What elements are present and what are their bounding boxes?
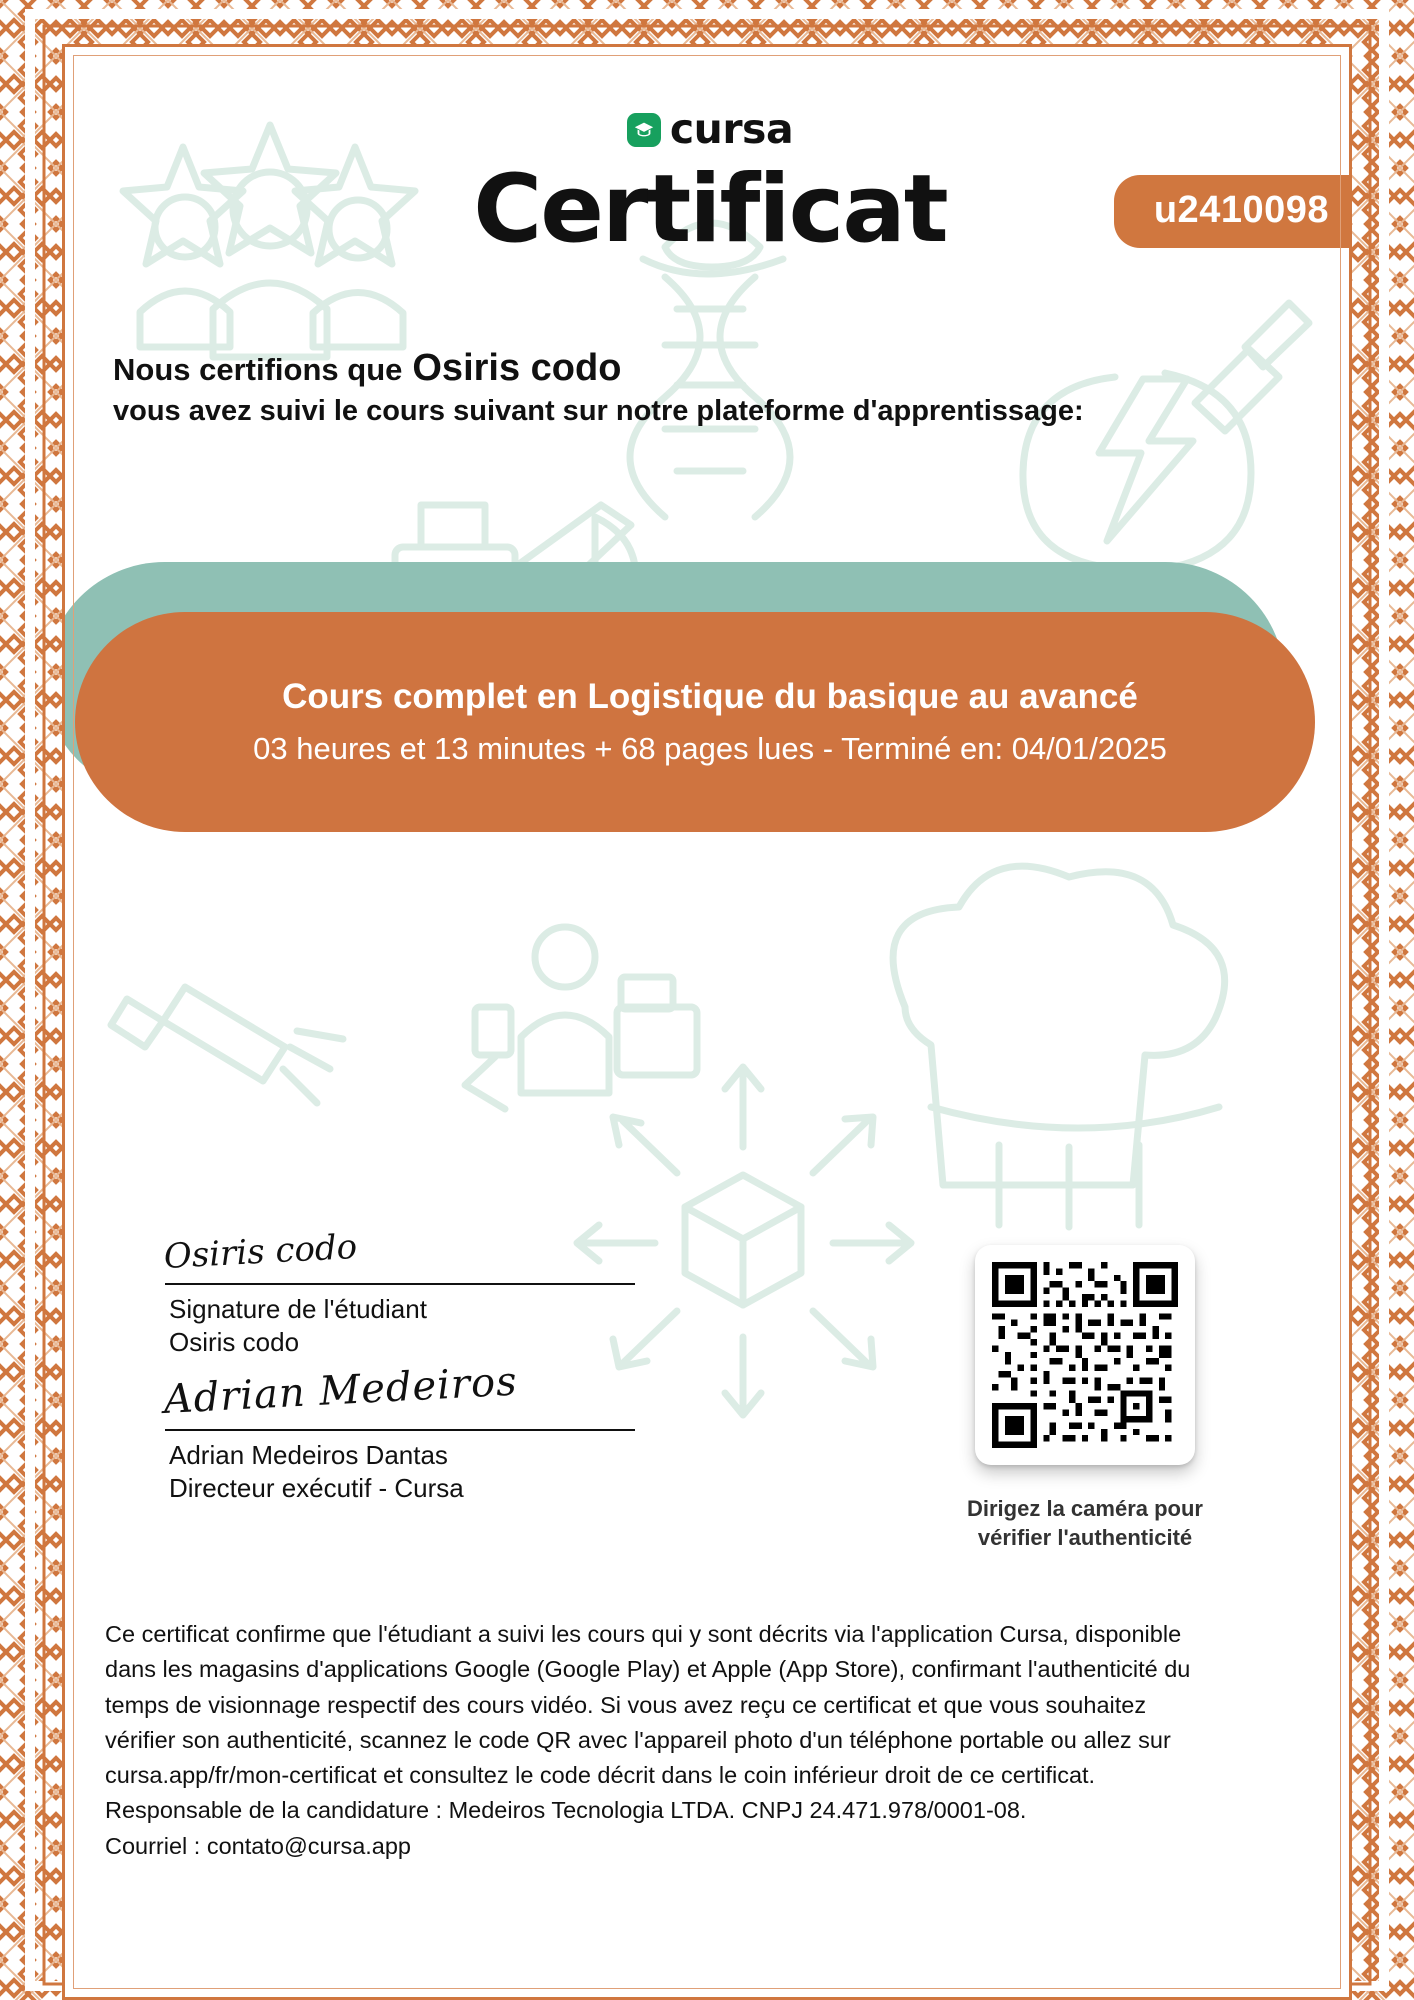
certificate-code-badge: u2410098 [1114,175,1352,248]
certificate-inner-panel [62,44,1352,2000]
student-signature-script: Osiris codo [162,1226,359,1277]
course-highlight [62,552,1352,852]
disclaimer-line: Responsable de la candidature : Medeiros Tecnologia LTDA. CNPJ 24.471.978/0001-08. [105,1797,1027,1824]
signature-block-director [162,1358,635,1506]
director-signature-script: Adrian Medeiros [162,1358,519,1423]
course-meta: 03 heures et 13 minutes + 68 pages lues - Terminé en: 04/01/2025 [253,731,1167,766]
course-name: Cours complet en Logistique du basique au avancé [282,677,1138,716]
signature-block-student [162,1226,635,1360]
director-signature-title: Directeur exécutif - Cursa [169,1473,464,1504]
certification-subtitle: vous avez suivi le cours suivant sur notre plateforme d'apprentissage: [113,395,1084,427]
student-signature-name: Osiris codo [169,1327,300,1358]
disclaimer-line: Ce certificat confirme que l'étudiant a suivi les cours qui y sont décrits via l'application Cursa, disponible [105,1621,1182,1647]
qr-caption-line1: Dirigez la caméra pour [967,1496,1203,1521]
signature-rule [165,1283,635,1285]
qr-code-caption [925,1495,1245,1552]
disclaimer-line: Courriel : contato@cursa.app [105,1832,412,1859]
signature-rule [165,1429,635,1431]
brand-logo-text: cursa [669,105,794,153]
graduation-cap-icon [627,113,661,147]
director-signature-name: Adrian Medeiros Dantas [169,1440,448,1470]
brand-logo [65,105,1352,153]
disclaimer-line: cursa.app/fr/mon-certificat et consultez le code décrit dans le coin inférieur droit de ce certificat. [105,1762,1096,1788]
student-name: Osiris codo [412,347,622,389]
disclaimer-line: temps de visionnage respectif des cours vidéo. Si vous avez reçu ce certificat et que vous souhaitez [105,1691,1147,1718]
qr-code-card[interactable] [975,1245,1195,1465]
student-signature-label: Signature de l'étudiant [169,1294,427,1324]
disclaimer-text [105,1617,1235,1864]
disclaimer-line: vérifier son authenticité, scannez le code QR avec l'appareil photo d'un téléphone portable ou allez sur [105,1726,1171,1753]
certification-statement [113,347,1213,390]
page-title: Certificat [473,155,947,264]
certification-prefix: Nous certifions que [113,352,403,387]
disclaimer-line: dans les magasins d'applications Google (Google Play) et Apple (App Store), confirmant l'authenticité du [105,1656,1191,1683]
qr-code-icon[interactable] [992,1262,1178,1448]
qr-caption-line2: vérifier l'authenticité [977,1524,1193,1550]
